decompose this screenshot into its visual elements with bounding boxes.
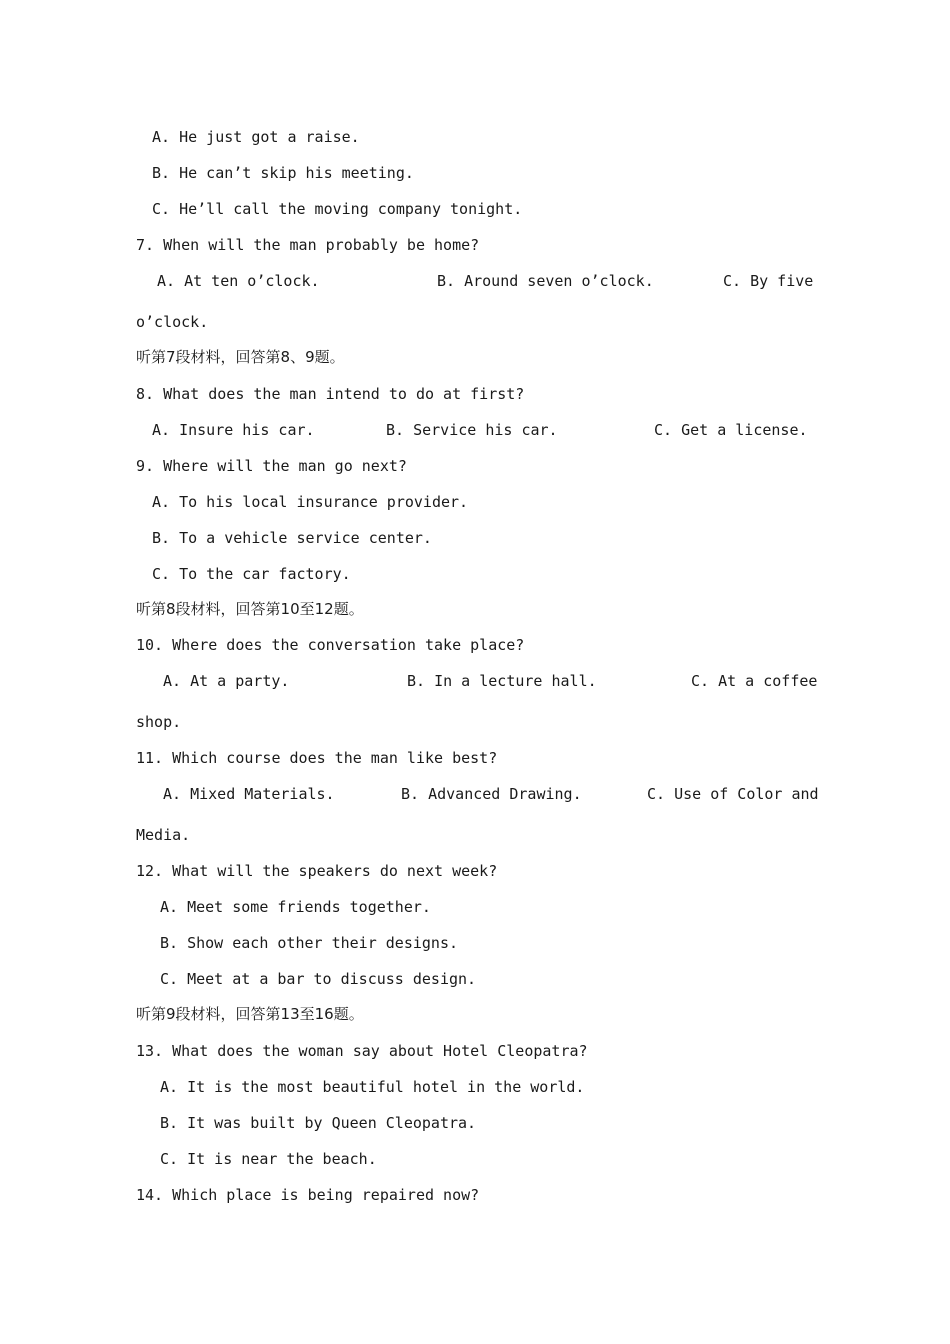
q10-question: 10. Where does the conversation take place? bbox=[136, 636, 525, 654]
q8-option-a: A. Insure his car. bbox=[152, 421, 315, 439]
q13-question: 13. What does the woman say about Hotel Cleopatra? bbox=[136, 1042, 588, 1060]
q14-question: 14. Which place is being repaired now? bbox=[136, 1186, 480, 1204]
q12-question: 12. What will the speakers do next week? bbox=[136, 862, 498, 880]
q10-option-b: B. In a lecture hall. bbox=[407, 672, 597, 690]
q10-option-c: C. At a coffee bbox=[691, 672, 818, 690]
q11-option-c-continued: Media. bbox=[136, 826, 191, 844]
q10-option-a: A. At a party. bbox=[163, 672, 290, 690]
q13-option-a: A. It is the most beautiful hotel in the world. bbox=[160, 1078, 585, 1096]
q9-question: 9. Where will the man go next? bbox=[136, 457, 407, 475]
q8-option-c: C. Get a license. bbox=[654, 421, 808, 439]
q8-options-row bbox=[0, 420, 950, 440]
q13-option-c: C. It is near the beach. bbox=[160, 1150, 377, 1168]
q7-option-c: C. By five bbox=[723, 272, 814, 290]
q6-option-b: B. He can’t skip his meeting. bbox=[152, 164, 414, 182]
q7-options-row bbox=[0, 271, 950, 291]
q13-option-b: B. It was built by Queen Cleopatra. bbox=[160, 1114, 477, 1132]
q6-option-a: A. He just got a raise. bbox=[152, 128, 360, 146]
q9-option-b: B. To a vehicle service center. bbox=[152, 529, 432, 547]
q6-option-c: C. He’ll call the moving company tonight. bbox=[152, 200, 523, 218]
q10-options-row bbox=[0, 671, 950, 691]
q7-option-a: A. At ten o’clock. bbox=[157, 272, 320, 290]
q11-option-b: B. Advanced Drawing. bbox=[401, 785, 582, 803]
q7-option-b: B. Around seven o’clock. bbox=[437, 272, 654, 290]
q11-question: 11. Which course does the man like best? bbox=[136, 749, 498, 767]
q7-question: 7. When will the man probably be home? bbox=[136, 236, 480, 254]
section-7-heading: 听第7段材料，回答第8、9题。 bbox=[136, 348, 345, 366]
q9-option-c: C. To the car factory. bbox=[152, 565, 351, 583]
q10-option-c-continued: shop. bbox=[136, 713, 182, 731]
section-8-heading: 听第8段材料，回答第10至12题。 bbox=[136, 600, 364, 618]
section-9-heading: 听第9段材料，回答第13至16题。 bbox=[136, 1005, 364, 1023]
q9-option-a: A. To his local insurance provider. bbox=[152, 493, 469, 511]
q8-question: 8. What does the man intend to do at first? bbox=[136, 385, 525, 403]
q11-options-row bbox=[0, 784, 950, 804]
q12-option-c: C. Meet at a bar to discuss design. bbox=[160, 970, 477, 988]
q12-option-a: A. Meet some friends together. bbox=[160, 898, 431, 916]
q11-option-a: A. Mixed Materials. bbox=[163, 785, 335, 803]
q7-option-c-continued: o’clock. bbox=[136, 313, 209, 331]
q12-option-b: B. Show each other their designs. bbox=[160, 934, 459, 952]
q11-option-c: C. Use of Color and bbox=[647, 785, 819, 803]
q8-option-b: B. Service his car. bbox=[386, 421, 558, 439]
